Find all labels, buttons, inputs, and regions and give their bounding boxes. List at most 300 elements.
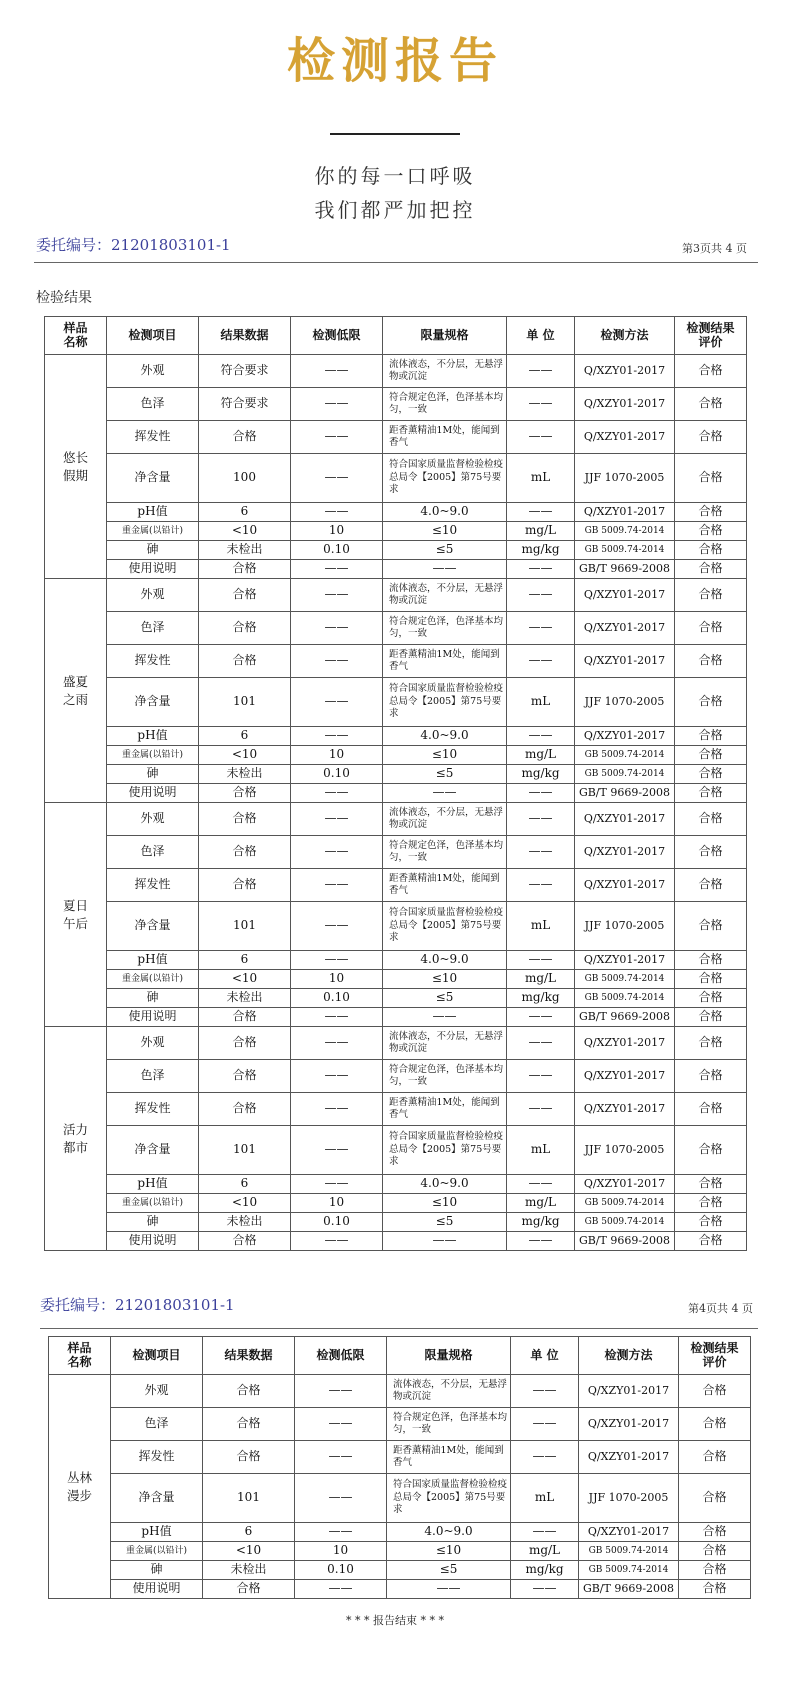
cell-result: 合格 xyxy=(199,1060,291,1093)
cell-result: 合格 xyxy=(199,1027,291,1060)
cell-limit-spec: ≤5 xyxy=(383,1213,507,1232)
cell-item: 色泽 xyxy=(107,612,199,645)
cell-item: 外观 xyxy=(107,803,199,836)
cell-unit: —— xyxy=(507,784,575,803)
cell-limit-spec: 4.0~9.0 xyxy=(383,1175,507,1194)
cell-result: 合格 xyxy=(203,1441,295,1474)
table-row xyxy=(45,869,747,902)
cell-detection-limit: —— xyxy=(295,1580,387,1599)
cell-method: Q/XZY01-2017 xyxy=(575,836,675,869)
cell-result: 合格 xyxy=(199,421,291,454)
cell-detection-limit: —— xyxy=(291,1126,383,1175)
cell-method: Q/XZY01-2017 xyxy=(575,869,675,902)
cell-detection-limit: —— xyxy=(291,612,383,645)
cell-limit-spec: 4.0~9.0 xyxy=(387,1523,511,1542)
cell-evaluation: 合格 xyxy=(679,1580,751,1599)
cell-item: pH值 xyxy=(107,951,199,970)
cell-limit-spec: 流体液态，不分层，无悬浮物或沉淀 xyxy=(383,355,507,388)
table-row xyxy=(45,1093,747,1126)
cell-detection-limit: —— xyxy=(295,1474,387,1523)
cell-method: GB 5009.74-2014 xyxy=(575,1213,675,1232)
cell-unit: mg/kg xyxy=(507,765,575,784)
cell-unit: mL xyxy=(507,902,575,951)
cell-limit-spec: ≤5 xyxy=(387,1561,511,1580)
cell-evaluation: 合格 xyxy=(675,1008,747,1027)
cell-evaluation: 合格 xyxy=(675,989,747,1008)
cell-result: <10 xyxy=(199,522,291,541)
cell-result: 101 xyxy=(199,902,291,951)
table-row xyxy=(45,1194,747,1213)
page-title: 检测报告 xyxy=(286,33,503,89)
cell-detection-limit: —— xyxy=(295,1523,387,1542)
cell-limit-spec: ≤5 xyxy=(383,765,507,784)
cell-method: GB 5009.74-2014 xyxy=(575,970,675,989)
cell-unit: —— xyxy=(507,579,575,612)
cell-limit-spec: ≤10 xyxy=(383,1194,507,1213)
column-header: 样品 名称 xyxy=(45,317,107,355)
sample-name: 活力 都市 xyxy=(45,1027,107,1251)
cell-evaluation: 合格 xyxy=(675,1232,747,1251)
cell-limit-spec: 符合规定色泽，色泽基本均匀，一致 xyxy=(383,612,507,645)
table-row xyxy=(45,1232,747,1251)
cell-item: 使用说明 xyxy=(107,784,199,803)
cell-unit: —— xyxy=(507,951,575,970)
cell-method: Q/XZY01-2017 xyxy=(579,1408,679,1441)
cell-method: Q/XZY01-2017 xyxy=(575,503,675,522)
cell-method: GB/T 9669-2008 xyxy=(575,784,675,803)
page-number: 第3页共 4 页 xyxy=(682,242,747,255)
cell-evaluation: 合格 xyxy=(675,784,747,803)
cell-evaluation: 合格 xyxy=(679,1408,751,1441)
cell-method: Q/XZY01-2017 xyxy=(575,421,675,454)
cell-evaluation: 合格 xyxy=(679,1375,751,1408)
cell-limit-spec: ≤5 xyxy=(383,541,507,560)
cell-evaluation: 合格 xyxy=(675,1194,747,1213)
cell-evaluation: 合格 xyxy=(675,1175,747,1194)
cell-evaluation: 合格 xyxy=(675,1126,747,1175)
cell-result: 合格 xyxy=(199,869,291,902)
column-header: 检测项目 xyxy=(107,317,199,355)
header-row xyxy=(45,317,747,355)
cell-limit-spec: —— xyxy=(383,784,507,803)
cell-result: 6 xyxy=(199,951,291,970)
cell-evaluation: 合格 xyxy=(675,869,747,902)
cell-unit: mL xyxy=(507,1126,575,1175)
column-header: 检测方法 xyxy=(579,1337,679,1375)
cell-limit-spec: 符合国家质量监督检验检疫总局令【2005】第75号要求 xyxy=(383,902,507,951)
cell-evaluation: 合格 xyxy=(675,1027,747,1060)
table-row xyxy=(45,784,747,803)
cell-evaluation: 合格 xyxy=(675,645,747,678)
cell-item: 外观 xyxy=(107,1027,199,1060)
cell-item: 净含量 xyxy=(107,1126,199,1175)
table-row xyxy=(45,421,747,454)
cell-evaluation: 合格 xyxy=(675,541,747,560)
table-row xyxy=(45,1060,747,1093)
cell-limit-spec: 符合规定色泽，色泽基本均匀，一致 xyxy=(383,1060,507,1093)
table-row xyxy=(45,678,747,727)
cell-evaluation: 合格 xyxy=(675,970,747,989)
table-row xyxy=(49,1375,751,1408)
cell-detection-limit: —— xyxy=(291,355,383,388)
results-table-page-3 xyxy=(44,316,747,1251)
commission-number-label: 委托编号： xyxy=(36,236,112,254)
cell-detection-limit: —— xyxy=(291,421,383,454)
cell-detection-limit: —— xyxy=(291,902,383,951)
cell-method: Q/XZY01-2017 xyxy=(575,355,675,388)
table-row xyxy=(45,579,747,612)
table-row xyxy=(45,522,747,541)
table-row xyxy=(45,560,747,579)
cell-limit-spec: 距香薰精油1M处，能闻到香气 xyxy=(387,1441,511,1474)
cell-result: <10 xyxy=(199,1194,291,1213)
cell-item: 挥发性 xyxy=(107,645,199,678)
cell-method: Q/XZY01-2017 xyxy=(575,1027,675,1060)
cell-method: Q/XZY01-2017 xyxy=(575,579,675,612)
cell-detection-limit: —— xyxy=(291,784,383,803)
cell-unit: —— xyxy=(507,836,575,869)
cell-unit: mg/L xyxy=(507,1194,575,1213)
cell-limit-spec: —— xyxy=(383,1008,507,1027)
cell-detection-limit: —— xyxy=(291,1093,383,1126)
table-row xyxy=(45,1008,747,1027)
cell-result: 未检出 xyxy=(199,541,291,560)
cell-detection-limit: —— xyxy=(291,727,383,746)
table-row xyxy=(45,836,747,869)
table-row xyxy=(45,989,747,1008)
cell-detection-limit: —— xyxy=(295,1375,387,1408)
cell-item: pH值 xyxy=(107,503,199,522)
cell-result: 合格 xyxy=(203,1408,295,1441)
cell-limit-spec: 流体液态，不分层，无悬浮物或沉淀 xyxy=(383,803,507,836)
cell-unit: —— xyxy=(507,612,575,645)
table-row xyxy=(49,1561,751,1580)
page-number: 第4页共 4 页 xyxy=(688,1302,753,1315)
cell-method: GB 5009.74-2014 xyxy=(575,522,675,541)
cell-unit: mL xyxy=(507,454,575,503)
cell-method: Q/XZY01-2017 xyxy=(575,645,675,678)
cell-detection-limit: —— xyxy=(291,645,383,678)
table-row xyxy=(45,1027,747,1060)
cell-detection-limit: 0.10 xyxy=(291,541,383,560)
cell-unit: —— xyxy=(511,1580,579,1599)
cell-method: Q/XZY01-2017 xyxy=(575,1093,675,1126)
cell-method: Q/XZY01-2017 xyxy=(575,803,675,836)
cell-unit: —— xyxy=(507,1060,575,1093)
cell-unit: —— xyxy=(507,1027,575,1060)
cell-result: 合格 xyxy=(199,803,291,836)
cell-unit: —— xyxy=(507,645,575,678)
cell-unit: mL xyxy=(507,678,575,727)
cell-detection-limit: —— xyxy=(291,1027,383,1060)
slogan-line-1: 你的每一口呼吸 xyxy=(314,164,476,188)
cell-detection-limit: 0.10 xyxy=(295,1561,387,1580)
cell-evaluation: 合格 xyxy=(675,803,747,836)
cell-detection-limit: —— xyxy=(291,579,383,612)
cell-method: GB/T 9669-2008 xyxy=(575,560,675,579)
cell-limit-spec: 符合国家质量监督检验检疫总局令【2005】第75号要求 xyxy=(383,678,507,727)
cell-evaluation: 合格 xyxy=(675,746,747,765)
table-row xyxy=(49,1441,751,1474)
column-header: 检测项目 xyxy=(111,1337,203,1375)
cell-unit: —— xyxy=(511,1441,579,1474)
cell-unit: —— xyxy=(507,355,575,388)
cell-detection-limit: —— xyxy=(291,951,383,970)
cell-method: Q/XZY01-2017 xyxy=(579,1523,679,1542)
cell-item: pH值 xyxy=(111,1523,203,1542)
cell-result: 合格 xyxy=(199,784,291,803)
cell-unit: mg/L xyxy=(507,970,575,989)
cell-detection-limit: —— xyxy=(291,678,383,727)
table-row xyxy=(45,803,747,836)
cell-unit: —— xyxy=(507,1093,575,1126)
cell-result: 未检出 xyxy=(199,989,291,1008)
cell-detection-limit: —— xyxy=(291,869,383,902)
cell-item: 外观 xyxy=(107,579,199,612)
cell-limit-spec: 符合国家质量监督检验检疫总局令【2005】第75号要求 xyxy=(383,1126,507,1175)
table-row xyxy=(45,1213,747,1232)
cell-item: 重金属(以铅计) xyxy=(111,1542,203,1561)
cell-limit-spec: ≤10 xyxy=(383,746,507,765)
column-header: 结果数据 xyxy=(203,1337,295,1375)
cell-result: 101 xyxy=(203,1474,295,1523)
cell-item: 挥发性 xyxy=(107,421,199,454)
column-header: 限量规格 xyxy=(387,1337,511,1375)
cell-item: 净含量 xyxy=(107,902,199,951)
cell-limit-spec: 4.0~9.0 xyxy=(383,951,507,970)
cell-evaluation: 合格 xyxy=(675,503,747,522)
column-header: 检测方法 xyxy=(575,317,675,355)
cell-evaluation: 合格 xyxy=(675,355,747,388)
cell-unit: —— xyxy=(511,1375,579,1408)
cell-evaluation: 合格 xyxy=(675,560,747,579)
cell-result: 未检出 xyxy=(199,765,291,784)
cell-detection-limit: —— xyxy=(291,454,383,503)
table-row xyxy=(45,541,747,560)
cell-result: 合格 xyxy=(199,612,291,645)
cell-method: Q/XZY01-2017 xyxy=(575,1175,675,1194)
table-row xyxy=(45,951,747,970)
cell-item: 色泽 xyxy=(111,1408,203,1441)
cell-item: 挥发性 xyxy=(111,1441,203,1474)
cell-result: 合格 xyxy=(199,1232,291,1251)
cell-method: GB 5009.74-2014 xyxy=(575,1194,675,1213)
commission-number xyxy=(36,234,231,255)
commission-number-value: 21201803101-1 xyxy=(111,236,231,254)
cell-result: 101 xyxy=(199,1126,291,1175)
cell-item: 净含量 xyxy=(111,1474,203,1523)
cell-result: 合格 xyxy=(203,1580,295,1599)
cell-unit: —— xyxy=(507,388,575,421)
cell-limit-spec: 流体液态，不分层，无悬浮物或沉淀 xyxy=(383,579,507,612)
cell-unit: —— xyxy=(507,1175,575,1194)
cell-detection-limit: 10 xyxy=(295,1542,387,1561)
commission-number xyxy=(40,1294,235,1315)
cell-item: pH值 xyxy=(107,1175,199,1194)
cell-detection-limit: —— xyxy=(291,560,383,579)
cell-unit: mg/kg xyxy=(507,989,575,1008)
cell-result: 合格 xyxy=(203,1375,295,1408)
cell-item: 色泽 xyxy=(107,388,199,421)
cell-unit: mL xyxy=(511,1474,579,1523)
cell-evaluation: 合格 xyxy=(675,727,747,746)
cell-limit-spec: —— xyxy=(383,560,507,579)
cell-result: <10 xyxy=(203,1542,295,1561)
cell-detection-limit: 10 xyxy=(291,970,383,989)
cell-unit: mg/kg xyxy=(511,1561,579,1580)
divider xyxy=(34,262,758,263)
cell-item: 净含量 xyxy=(107,454,199,503)
commission-number-label: 委托编号： xyxy=(40,1296,116,1314)
cell-item: 使用说明 xyxy=(107,1008,199,1027)
cell-unit: —— xyxy=(507,1232,575,1251)
column-header: 结果数据 xyxy=(199,317,291,355)
cell-method: GB 5009.74-2014 xyxy=(575,989,675,1008)
cell-limit-spec: —— xyxy=(387,1580,511,1599)
cell-limit-spec: 流体液态，不分层，无悬浮物或沉淀 xyxy=(383,1027,507,1060)
cell-unit: —— xyxy=(507,503,575,522)
table-row xyxy=(49,1474,751,1523)
title-divider xyxy=(330,133,460,135)
cell-unit: —— xyxy=(507,727,575,746)
cell-unit: mg/kg xyxy=(507,1213,575,1232)
column-header: 限量规格 xyxy=(383,317,507,355)
table-row xyxy=(45,645,747,678)
cell-detection-limit: —— xyxy=(291,503,383,522)
cell-unit: —— xyxy=(511,1408,579,1441)
cell-item: 外观 xyxy=(111,1375,203,1408)
cell-limit-spec: 4.0~9.0 xyxy=(383,727,507,746)
cell-detection-limit: —— xyxy=(295,1408,387,1441)
cell-method: Q/XZY01-2017 xyxy=(579,1375,679,1408)
cell-limit-spec: 符合国家质量监督检验检疫总局令【2005】第75号要求 xyxy=(387,1474,511,1523)
cell-evaluation: 合格 xyxy=(675,1060,747,1093)
cell-item: 砷 xyxy=(107,1213,199,1232)
cell-method: GB 5009.74-2014 xyxy=(575,765,675,784)
cell-unit: —— xyxy=(507,869,575,902)
cell-item: 重金属(以铅计) xyxy=(107,970,199,989)
table-row xyxy=(45,612,747,645)
cell-evaluation: 合格 xyxy=(679,1523,751,1542)
cell-detection-limit: 0.10 xyxy=(291,989,383,1008)
cell-result: 6 xyxy=(199,727,291,746)
cell-evaluation: 合格 xyxy=(679,1542,751,1561)
cell-detection-limit: —— xyxy=(291,388,383,421)
results-table-page-4 xyxy=(48,1336,751,1599)
cell-evaluation: 合格 xyxy=(675,579,747,612)
cell-method: Q/XZY01-2017 xyxy=(575,951,675,970)
cell-limit-spec: 距香薰精油1M处，能闻到香气 xyxy=(383,421,507,454)
cell-evaluation: 合格 xyxy=(675,1213,747,1232)
cell-detection-limit: 10 xyxy=(291,522,383,541)
table-row xyxy=(45,746,747,765)
cell-method: JJF 1070-2005 xyxy=(575,454,675,503)
commission-number-value: 21201803101-1 xyxy=(115,1296,235,1314)
cell-unit: —— xyxy=(511,1523,579,1542)
table-row xyxy=(45,970,747,989)
cell-item: 使用说明 xyxy=(107,1232,199,1251)
cell-limit-spec: 符合规定色泽，色泽基本均匀，一致 xyxy=(383,388,507,421)
cell-item: 重金属(以铅计) xyxy=(107,522,199,541)
cell-detection-limit: —— xyxy=(291,1008,383,1027)
cell-evaluation: 合格 xyxy=(675,1093,747,1126)
sample-name: 丛林 漫步 xyxy=(49,1375,111,1599)
cell-unit: mg/L xyxy=(511,1542,579,1561)
column-header: 检测低限 xyxy=(291,317,383,355)
cell-unit: mg/L xyxy=(507,522,575,541)
cell-detection-limit: —— xyxy=(291,836,383,869)
cell-item: 砷 xyxy=(107,765,199,784)
cell-method: JJF 1070-2005 xyxy=(575,902,675,951)
cell-evaluation: 合格 xyxy=(679,1441,751,1474)
sample-name: 盛夏 之雨 xyxy=(45,579,107,803)
table-row xyxy=(45,355,747,388)
cell-result: 未检出 xyxy=(203,1561,295,1580)
column-header: 检测结果 评价 xyxy=(675,317,747,355)
cell-item: 挥发性 xyxy=(107,1093,199,1126)
cell-item: 砷 xyxy=(111,1561,203,1580)
cell-limit-spec: 流体液态，不分层，无悬浮物或沉淀 xyxy=(387,1375,511,1408)
cell-evaluation: 合格 xyxy=(675,522,747,541)
cell-result: 符合要求 xyxy=(199,388,291,421)
cell-result: 100 xyxy=(199,454,291,503)
cell-limit-spec: ≤5 xyxy=(383,989,507,1008)
cell-method: GB 5009.74-2014 xyxy=(575,541,675,560)
cell-item: 挥发性 xyxy=(107,869,199,902)
cell-unit: —— xyxy=(507,560,575,579)
cell-result: 6 xyxy=(199,1175,291,1194)
cell-detection-limit: —— xyxy=(291,803,383,836)
cell-method: GB/T 9669-2008 xyxy=(575,1008,675,1027)
cell-evaluation: 合格 xyxy=(675,951,747,970)
cell-detection-limit: —— xyxy=(295,1441,387,1474)
cell-limit-spec: 4.0~9.0 xyxy=(383,503,507,522)
cell-method: GB 5009.74-2014 xyxy=(579,1542,679,1561)
cell-limit-spec: 距香薰精油1M处，能闻到香气 xyxy=(383,869,507,902)
cell-evaluation: 合格 xyxy=(675,836,747,869)
cell-result: 101 xyxy=(199,678,291,727)
cell-evaluation: 合格 xyxy=(679,1561,751,1580)
cell-evaluation: 合格 xyxy=(675,765,747,784)
table-row xyxy=(49,1408,751,1441)
cell-detection-limit: —— xyxy=(291,1232,383,1251)
cell-detection-limit: —— xyxy=(291,1060,383,1093)
cell-method: JJF 1070-2005 xyxy=(575,678,675,727)
cell-limit-spec: ≤10 xyxy=(383,970,507,989)
cell-item: 砷 xyxy=(107,989,199,1008)
cell-method: GB/T 9669-2008 xyxy=(575,1232,675,1251)
cell-method: JJF 1070-2005 xyxy=(579,1474,679,1523)
cell-result: 合格 xyxy=(199,579,291,612)
cell-item: 重金属(以铅计) xyxy=(107,746,199,765)
cell-unit: —— xyxy=(507,1008,575,1027)
cell-item: 色泽 xyxy=(107,1060,199,1093)
cell-result: 未检出 xyxy=(199,1213,291,1232)
cell-limit-spec: ≤10 xyxy=(387,1542,511,1561)
cell-result: 合格 xyxy=(199,836,291,869)
cell-evaluation: 合格 xyxy=(675,612,747,645)
cell-detection-limit: 10 xyxy=(291,1194,383,1213)
cell-evaluation: 合格 xyxy=(675,454,747,503)
cell-item: 重金属(以铅计) xyxy=(107,1194,199,1213)
table-row xyxy=(49,1523,751,1542)
cell-unit: —— xyxy=(507,421,575,454)
cell-result: 6 xyxy=(203,1523,295,1542)
table-row xyxy=(49,1580,751,1599)
cell-result: 合格 xyxy=(199,1093,291,1126)
cell-detection-limit: —— xyxy=(291,1175,383,1194)
cell-unit: —— xyxy=(507,803,575,836)
